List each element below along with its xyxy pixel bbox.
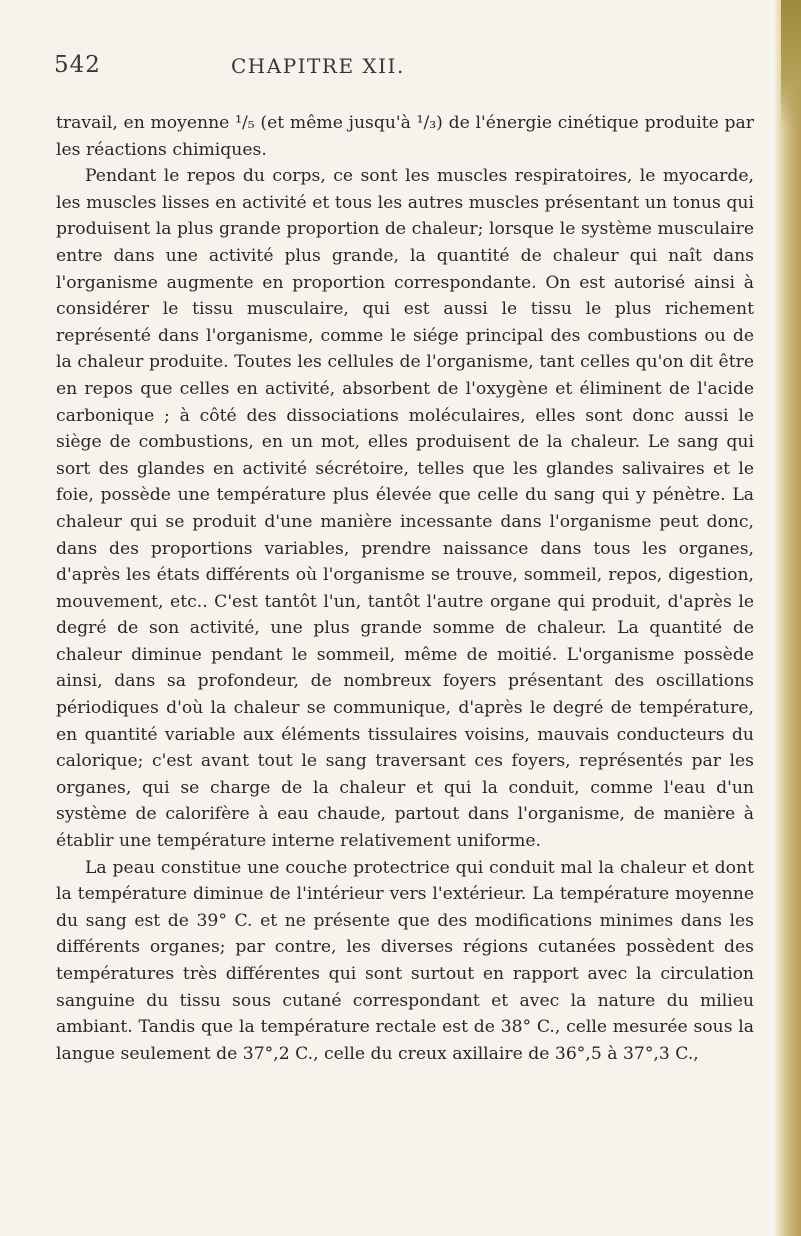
running-head [54, 52, 754, 84]
paragraph-3: La peau constitue une couche protectrice qui conduit mal la chaleur et dont la température diminue de l'intérieur vers l'extérieur. La température moyenne du sang est de 39° C. et ne présente que des modifications minimes dans les différents organes; par contre, les diverses régions cutanées possèdent des températures très différentes qui sont surtout en rapport avec la circulation sanguine du tissu sous cutané correspondant et avec la nature du milieu ambiant. Tandis que la température rectale est de 38° C., celle mesurée sous la langue seulement de 37°,2 C., celle du creux axillaire de 36°,5 à 37°,3 C., [56, 857, 754, 1064]
page-number: 542 [54, 52, 101, 78]
body-text [56, 110, 754, 1067]
page-edge-shadow [775, 0, 801, 1236]
page-edge-stain [781, 0, 801, 130]
paragraph-1: travail, en moyenne ¹/₅ (et même jusqu'à ¹/₃) de l'énergie cinétique produite par les réactions chimiques. [56, 113, 754, 160]
chapter-title: CHAPITRE XII. [231, 54, 405, 78]
paragraph-2: Pendant le repos du corps, ce sont les muscles respiratoires, le myocarde, les muscles lisses en activité et tous les autres muscles présentant un tonus qui produisent la plus grande proportion de chaleur; lorsque le système musculaire entre dans une activité plus grande, la quantité de chaleur qui naît dans l'organisme augmente en proportion correspondante. On est autorisé ainsi à considérer le tissu musculaire, qui est aussi le tissu le plus richement représenté dans l'organisme, comme le siége principal des combustions ou de la chaleur produite. Toutes les cellules de l'organisme, tant celles qu'on dit être en repos que celles en activité, absorbent de l'oxygène et éliminent de l'acide carbonique ; à côté des dissociations moléculaires, elles sont donc aussi le siège de combustions, en un mot, elles produisent de la chaleur. Le sang qui sort des glandes en activité sécrétoire, telles que les glandes salivaires et le foie, possède une température plus élevée que celle du sang qui y pénètre. La chaleur qui se produit d'une manière incessante dans l'organisme peut donc, dans des proportions variables, prendre naissance dans tous les organes, d'après les états différents où l'organisme se trouve, sommeil, repos, digestion, mouvement, etc.. C'est tantôt l'un, tantôt l'autre organe qui produit, d'après le degré de son activité, une plus grande somme de chaleur. La quantité de chaleur diminue pendant le sommeil, même de moitié. L'organisme possède ainsi, dans sa profondeur, de nombreux foyers présentant des oscillations périodiques d'où la chaleur se communique, d'après le degré de température, en quantité variable aux éléments tissulaires voisins, mauvais conducteurs du calorique; c'est avant tout le sang traversant ces foyers, représentés par les organes, qui se charge de la chaleur et qui la conduit, comme l'eau d'un système de calorifère à eau chaude, partout dans l'organisme, de manière à établir une température interne relativement uniforme. [56, 166, 754, 852]
